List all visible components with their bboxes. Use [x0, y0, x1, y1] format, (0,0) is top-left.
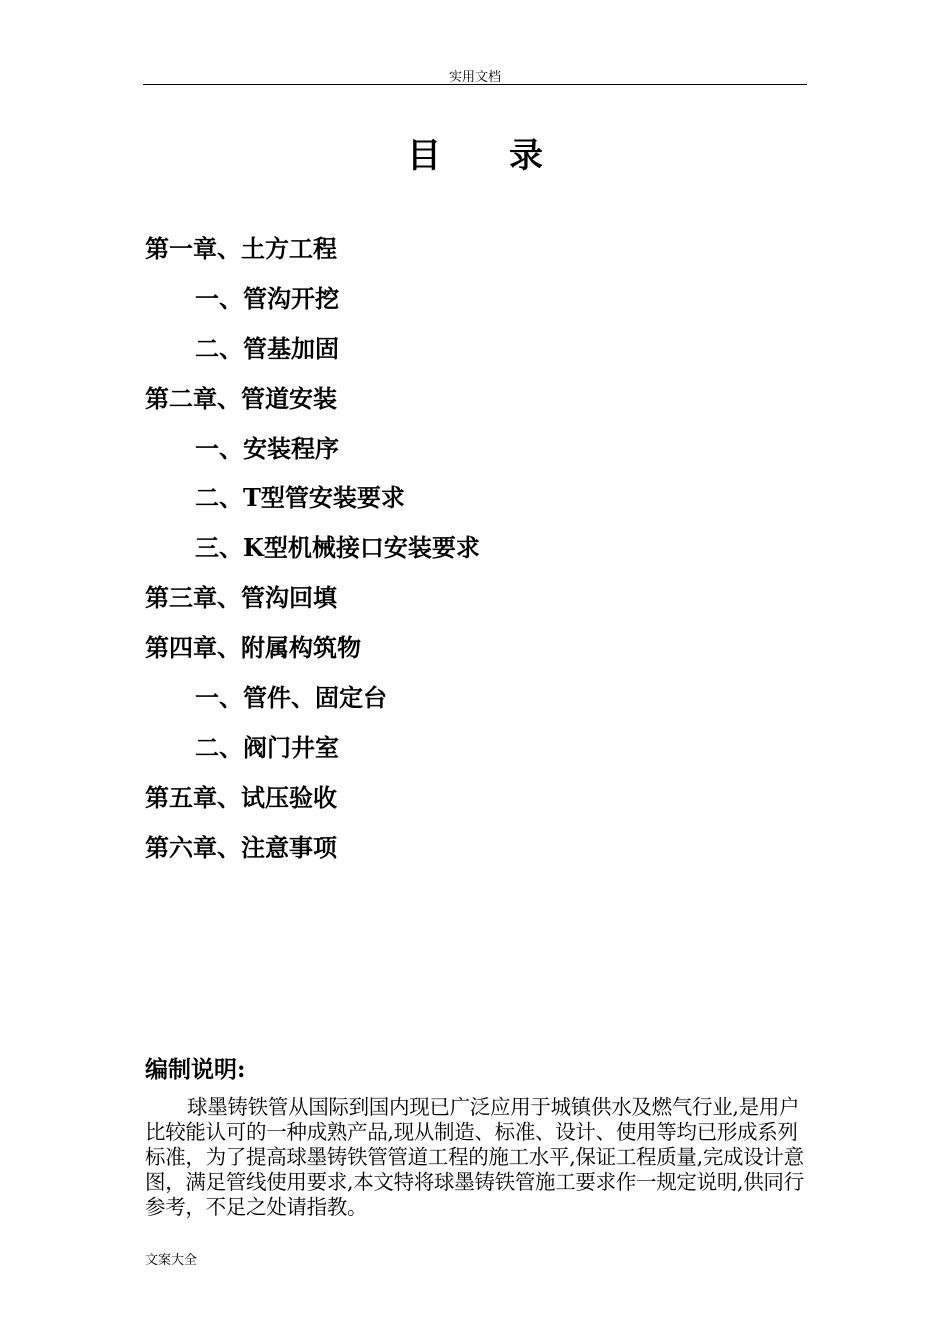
toc-chapter-2[interactable]: 第二章、管道安装 — [145, 383, 337, 413]
toc-chapter-1[interactable]: 第一章、土方工程 — [145, 234, 337, 263]
toc-title — [0, 128, 950, 177]
toc-section-1-2[interactable]: 二、管基加固 — [195, 333, 339, 363]
toc-section-2-1[interactable]: 一、安装程序 — [195, 433, 339, 463]
page-footer: 文案大全 — [145, 1253, 198, 1268]
toc-section-4-2[interactable]: 二、阀门井室 — [195, 732, 339, 762]
toc-section-4-1[interactable]: 一、管件、固定台 — [195, 683, 387, 713]
toc-chapter-4[interactable]: 第四章、附属构筑物 — [145, 633, 361, 663]
note-body: 球墨铸铁管从国际到国内现已广泛应用于城镇供水及燃气行业,是用户比较能认可的一种成熟产品,现从制造、标准、设计、使用等均已形成系列标准，为了提高球墨铸铁管管道工程的施工水平,保证工程质量,完成设计意图，满足管线使用要求,本文特将球墨铸铁管施工要求作一规定说明,供同行参考，不足之处请指教。 — [145, 1095, 804, 1219]
toc-title-left: 目 — [407, 136, 441, 176]
page-header: 实用文档 — [448, 70, 501, 85]
toc-title-right: 录 — [509, 136, 543, 176]
toc-section-2-2[interactable]: 二、T型管安装要求 — [195, 483, 405, 513]
table-of-contents — [145, 229, 785, 878]
toc-section-2-3[interactable]: 三、K型机械接口安装要求 — [195, 533, 480, 563]
toc-chapter-3[interactable]: 第三章、管沟回填 — [145, 583, 337, 613]
toc-section-1-1[interactable]: 一、管沟开挖 — [195, 283, 339, 313]
note-heading: 编制说明: — [145, 1056, 246, 1083]
toc-chapter-5[interactable]: 第五章、试压验收 — [145, 782, 337, 812]
toc-chapter-6[interactable]: 第六章、注意事项 — [145, 832, 337, 862]
header-rule — [143, 84, 807, 85]
